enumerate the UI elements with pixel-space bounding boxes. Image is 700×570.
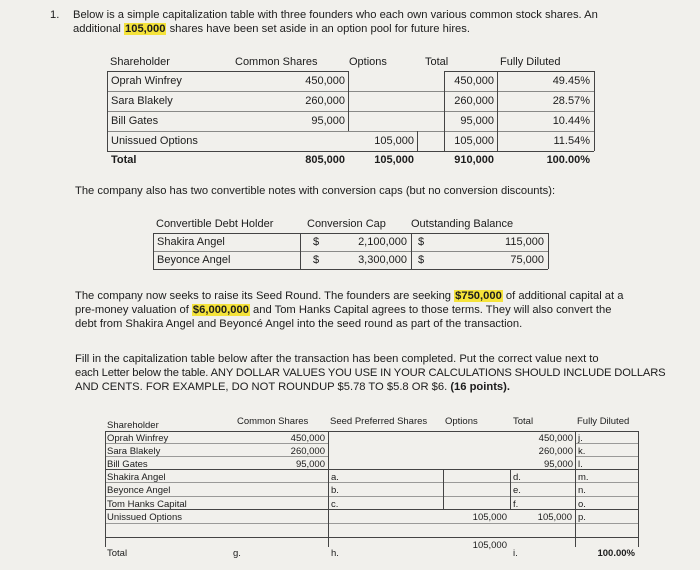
outstanding-balance: 75,000 bbox=[510, 254, 544, 266]
paragraph-text: AND CENTS. FOR EXAMPLE, DO NOT ROUNDUP $5.78 TO $5.8 OR $6. bbox=[75, 381, 451, 393]
pre-money-valuation: $6,000,000 bbox=[192, 304, 249, 316]
header-total: Total bbox=[425, 56, 449, 68]
total-shares: 95,000 bbox=[543, 459, 573, 470]
answer-letter: i. bbox=[513, 548, 518, 559]
cap-table-post-seed bbox=[105, 413, 640, 563]
header-seed-preferred: Seed Preferred Shares bbox=[330, 416, 428, 427]
total-shares: 260,000 bbox=[538, 446, 573, 457]
header-shareholder: Shareholder bbox=[107, 420, 159, 431]
answer-letter: h. bbox=[331, 548, 339, 559]
shareholder-name: Sara Blakely bbox=[107, 446, 161, 457]
fully-diluted: 28.57% bbox=[552, 95, 590, 107]
answer-letter: o. bbox=[578, 499, 586, 510]
total-shares: 450,000 bbox=[454, 75, 494, 87]
answer-letter: d. bbox=[513, 472, 521, 483]
header-total: Total bbox=[513, 416, 534, 427]
answer-letter: f. bbox=[513, 499, 519, 510]
currency-symbol: $ bbox=[313, 236, 320, 248]
paragraph-text: of additional capital at a bbox=[502, 290, 624, 302]
instructions-line-1: Fill in the capitalization table below after the transaction has been completed. Put the correct value next to bbox=[75, 353, 599, 365]
currency-symbol: $ bbox=[418, 236, 425, 248]
seed-round-line-1 bbox=[75, 289, 623, 303]
seed-amount: $750,000 bbox=[455, 290, 502, 302]
answer-letter: n. bbox=[578, 485, 586, 496]
answer-letter: m. bbox=[578, 472, 589, 483]
option-pool-shares: 105,000 bbox=[125, 23, 166, 35]
shareholder-name: Tom Hanks Capital bbox=[107, 499, 187, 510]
header-common: Common Shares bbox=[237, 416, 309, 427]
total-shares: 105,000 bbox=[537, 512, 572, 523]
options-shares: 105,000 bbox=[374, 135, 414, 147]
fully-diluted: 10.44% bbox=[552, 115, 590, 127]
currency-symbol: $ bbox=[418, 254, 425, 266]
seed-round-line-2 bbox=[75, 303, 611, 317]
header-shareholder: Shareholder bbox=[110, 56, 170, 68]
answer-letter: b. bbox=[331, 485, 339, 496]
header-common: Common Shares bbox=[235, 56, 318, 68]
common-shares: 260,000 bbox=[290, 446, 325, 457]
common-shares: 260,000 bbox=[305, 95, 345, 107]
options-shares: 105,000 bbox=[472, 512, 507, 523]
header-outstanding-balance: Outstanding Balance bbox=[411, 218, 514, 230]
instructions-line-3 bbox=[75, 380, 510, 394]
convertible-notes-text: The company also has two convertible notes with conversion caps (but no conversion discounts): bbox=[75, 185, 556, 197]
debt-holder-name: Shakira Angel bbox=[157, 236, 225, 248]
debt-holder-name: Beyonce Angel bbox=[157, 254, 231, 266]
options-total: 105,000 bbox=[472, 540, 507, 551]
cap-table-initial bbox=[107, 53, 597, 168]
answer-letter: p. bbox=[578, 512, 586, 523]
grand-total: 910,000 bbox=[454, 154, 494, 166]
shareholder-name: Unissued Options bbox=[111, 135, 198, 147]
currency-symbol: $ bbox=[313, 254, 320, 266]
intro-text: shares have been set aside in an option pool for future hires. bbox=[166, 23, 470, 35]
total-label: Total bbox=[107, 548, 128, 559]
options-total: 105,000 bbox=[374, 154, 414, 166]
seed-round-line-3: debt from Shakira Angel and Beyoncé Angel into the seed round as part of the transaction. bbox=[75, 318, 523, 330]
common-shares: 95,000 bbox=[295, 459, 325, 470]
fully-diluted-total: 100.00% bbox=[546, 154, 590, 166]
header-options: Options bbox=[349, 56, 387, 68]
fully-diluted: 49.45% bbox=[552, 75, 590, 87]
shareholder-name: Unissued Options bbox=[107, 512, 182, 523]
common-shares: 95,000 bbox=[311, 115, 345, 127]
question-number: 1. bbox=[50, 9, 60, 21]
total-shares: 260,000 bbox=[454, 95, 494, 107]
convertible-debt-table bbox=[153, 216, 553, 272]
header-fully-diluted: Fully Diluted bbox=[577, 416, 630, 427]
header-debt-holder: Convertible Debt Holder bbox=[156, 218, 274, 230]
header-fully-diluted: Fully Diluted bbox=[500, 56, 561, 68]
answer-letter: c. bbox=[331, 499, 339, 510]
answer-letter: j. bbox=[578, 433, 583, 444]
shareholder-name: Sara Blakely bbox=[111, 95, 173, 107]
intro-line-2 bbox=[73, 22, 470, 36]
shareholder-name: Bill Gates bbox=[107, 459, 148, 470]
conversion-cap: 2,100,000 bbox=[358, 236, 407, 248]
fully-diluted-total: 100.00% bbox=[597, 548, 635, 559]
answer-letter: a. bbox=[331, 472, 339, 483]
common-shares: 450,000 bbox=[290, 433, 325, 444]
points-label: (16 points). bbox=[450, 381, 510, 393]
header-options: Options bbox=[445, 416, 478, 427]
paragraph-text: pre-money valuation of bbox=[75, 304, 192, 316]
shareholder-name: Beyonce Angel bbox=[107, 485, 171, 496]
shareholder-name: Bill Gates bbox=[111, 115, 159, 127]
common-total: 805,000 bbox=[305, 154, 345, 166]
total-label: Total bbox=[111, 154, 137, 166]
paragraph-text: The company now seeks to raise its Seed Round. The founders are seeking bbox=[75, 290, 455, 302]
intro-text: additional bbox=[73, 23, 125, 35]
instructions-line-2: each Letter below the table. ANY DOLLAR VALUES YOU USE IN YOUR CALCULATIONS SHOULD INCLUDE DOLLARS bbox=[75, 367, 666, 379]
header-conversion-cap: Conversion Cap bbox=[307, 218, 386, 230]
shareholder-name: Shakira Angel bbox=[107, 472, 166, 483]
answer-letter: l. bbox=[578, 459, 583, 470]
paragraph-text: and Tom Hanks Capital agrees to those terms. They will also convert the bbox=[249, 304, 612, 316]
shareholder-name: Oprah Winfrey bbox=[111, 75, 182, 87]
answer-letter: e. bbox=[513, 485, 521, 496]
fully-diluted: 11.54% bbox=[553, 135, 590, 147]
outstanding-balance: 115,000 bbox=[505, 236, 544, 248]
total-shares: 105,000 bbox=[454, 135, 494, 147]
intro-line-1: Below is a simple capitalization table with three founders who each own various common stock shares. An bbox=[73, 9, 598, 21]
total-shares: 450,000 bbox=[538, 433, 573, 444]
total-shares: 95,000 bbox=[460, 115, 494, 127]
shareholder-name: Oprah Winfrey bbox=[107, 433, 169, 444]
conversion-cap: 3,300,000 bbox=[358, 254, 407, 266]
answer-letter: k. bbox=[578, 446, 586, 457]
answer-letter: g. bbox=[233, 548, 241, 559]
common-shares: 450,000 bbox=[305, 75, 345, 87]
